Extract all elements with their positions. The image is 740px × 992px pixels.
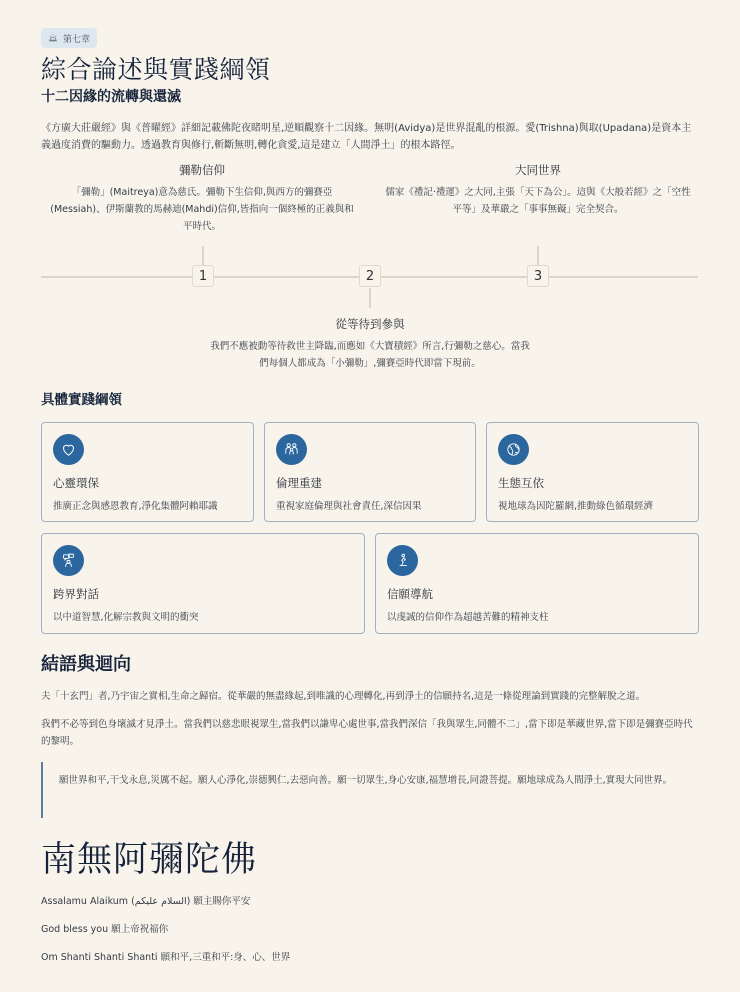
dialogue-icon xyxy=(53,545,84,576)
timeline-title: 從等待到參與 xyxy=(335,317,405,331)
sun-icon xyxy=(48,33,58,43)
blessing-line: Om Shanti Shanti Shanti 願和平,三重和平:身、心、世界 xyxy=(41,952,291,963)
card-desc: 以虔誠的信仰作為超越苦難的精神支柱 xyxy=(387,612,549,623)
timeline-title: 大同世界 xyxy=(515,163,561,177)
card-title: 跨界對話 xyxy=(53,587,99,601)
page-subtitle: 十二因緣的流轉與還滅 xyxy=(41,89,181,105)
conclusion-paragraph: 我們不必等到色身壞滅才見淨土。當我們以慈悲眼視眾生,當我們以謙卑心處世事,當我們深信「我與眾生,同體不二」,當下即是華藏世界,當下即是彌賽亞時代的黎明。 xyxy=(41,719,693,747)
chapter-label: 第七章 xyxy=(63,34,91,45)
blessing-line: God bless you 願上帝祝福你 xyxy=(41,924,169,935)
timeline-title: 彌勒信仰 xyxy=(179,163,225,177)
family-icon xyxy=(276,434,307,465)
globe-icon xyxy=(498,434,529,465)
timeline-text: 我們不應被動等待救世主降臨,而應如《大寶積經》所言,行彌勒之慈心。當我們每個人都成為「小彌勒」,彌賽亞時代即當下現前。 xyxy=(210,341,530,369)
intro-paragraph: 《方廣大莊嚴經》與《普曜經》詳細記載佛陀夜睹明星,逆順觀察十二因緣。無明(Avidya)是世界混亂的根源。愛(Trishna)與取(Upadana)是資本主義過度消費的驅動力。透過教育與修行,斬斷無明,轉化貪愛,這是建立「人間淨土」的根本路徑。 xyxy=(41,123,692,151)
timeline-text: 儒家《禮記·禮運》之大同,主張「天下為公」。這與《大般若經》之「空性平等」及華嚴之「事事無礙」完全契合。 xyxy=(385,187,691,215)
timeline-text: 「彌勒」(Maitreya)意為慈氏。彌勒下生信仰,與西方的彌賽亞(Messiah)、伊斯蘭教的馬赫迪(Mahdi)信仰,皆指向一個終極的正義與和平時代。 xyxy=(50,187,354,232)
practice-card xyxy=(41,533,365,634)
practice-card xyxy=(264,422,476,522)
timeline-item-1 xyxy=(46,162,358,235)
heart-icon xyxy=(53,434,84,465)
timeline-connector xyxy=(202,246,204,266)
card-title: 倫理重建 xyxy=(276,476,322,490)
namo-amitabha: 南無阿彌陀佛 xyxy=(41,840,258,880)
practice-card xyxy=(41,422,254,522)
chapter-badge xyxy=(41,28,97,48)
timeline-item-3 xyxy=(382,162,694,218)
timeline-connector xyxy=(537,246,539,266)
conclusion-heading: 結語與迴向 xyxy=(41,654,131,675)
practice-heading: 具體實踐綱領 xyxy=(41,392,122,408)
conclusion-paragraph: 夫「十玄門」者,乃宇宙之實相,生命之歸宿。從華嚴的無盡緣起,到唯識的心理轉化,再到淨土的信願持名,這是一條從理論到實踐的完整解脫之道。 xyxy=(41,691,646,702)
practice-card xyxy=(486,422,699,522)
card-title: 信願導航 xyxy=(387,587,433,601)
dedication-quote: 願世界和平,干戈永息,災厲不起。願人心淨化,崇德興仁,去惡向善。願一切眾生,身心安康,福慧增長,同證菩提。願地球成為人間淨土,實現大同世界。 xyxy=(41,762,701,818)
card-desc: 以中道智慧,化解宗教與文明的衝突 xyxy=(53,612,199,623)
blessing-line: Assalamu Alaikum (السلام عليكم) 願主賜你平安 xyxy=(41,896,251,907)
card-title: 心靈環保 xyxy=(53,476,99,490)
timeline-node-1: 1 xyxy=(192,265,214,287)
timeline-node-3: 3 xyxy=(527,265,549,287)
timeline-item-2 xyxy=(210,316,530,372)
timeline-connector xyxy=(369,288,371,308)
card-title: 生態互依 xyxy=(498,476,544,490)
page-title: 綜合論述與實踐綱領 xyxy=(41,55,271,84)
kneeling-prayer-icon xyxy=(387,545,418,576)
practice-card xyxy=(375,533,699,634)
timeline-node-2: 2 xyxy=(359,265,381,287)
card-desc: 重視家庭倫理與社會責任,深信因果 xyxy=(276,501,422,512)
card-desc: 推廣正念與感恩教育,淨化集體阿賴耶識 xyxy=(53,501,218,512)
card-desc: 視地球為因陀羅網,推動綠色循環經濟 xyxy=(498,501,654,512)
